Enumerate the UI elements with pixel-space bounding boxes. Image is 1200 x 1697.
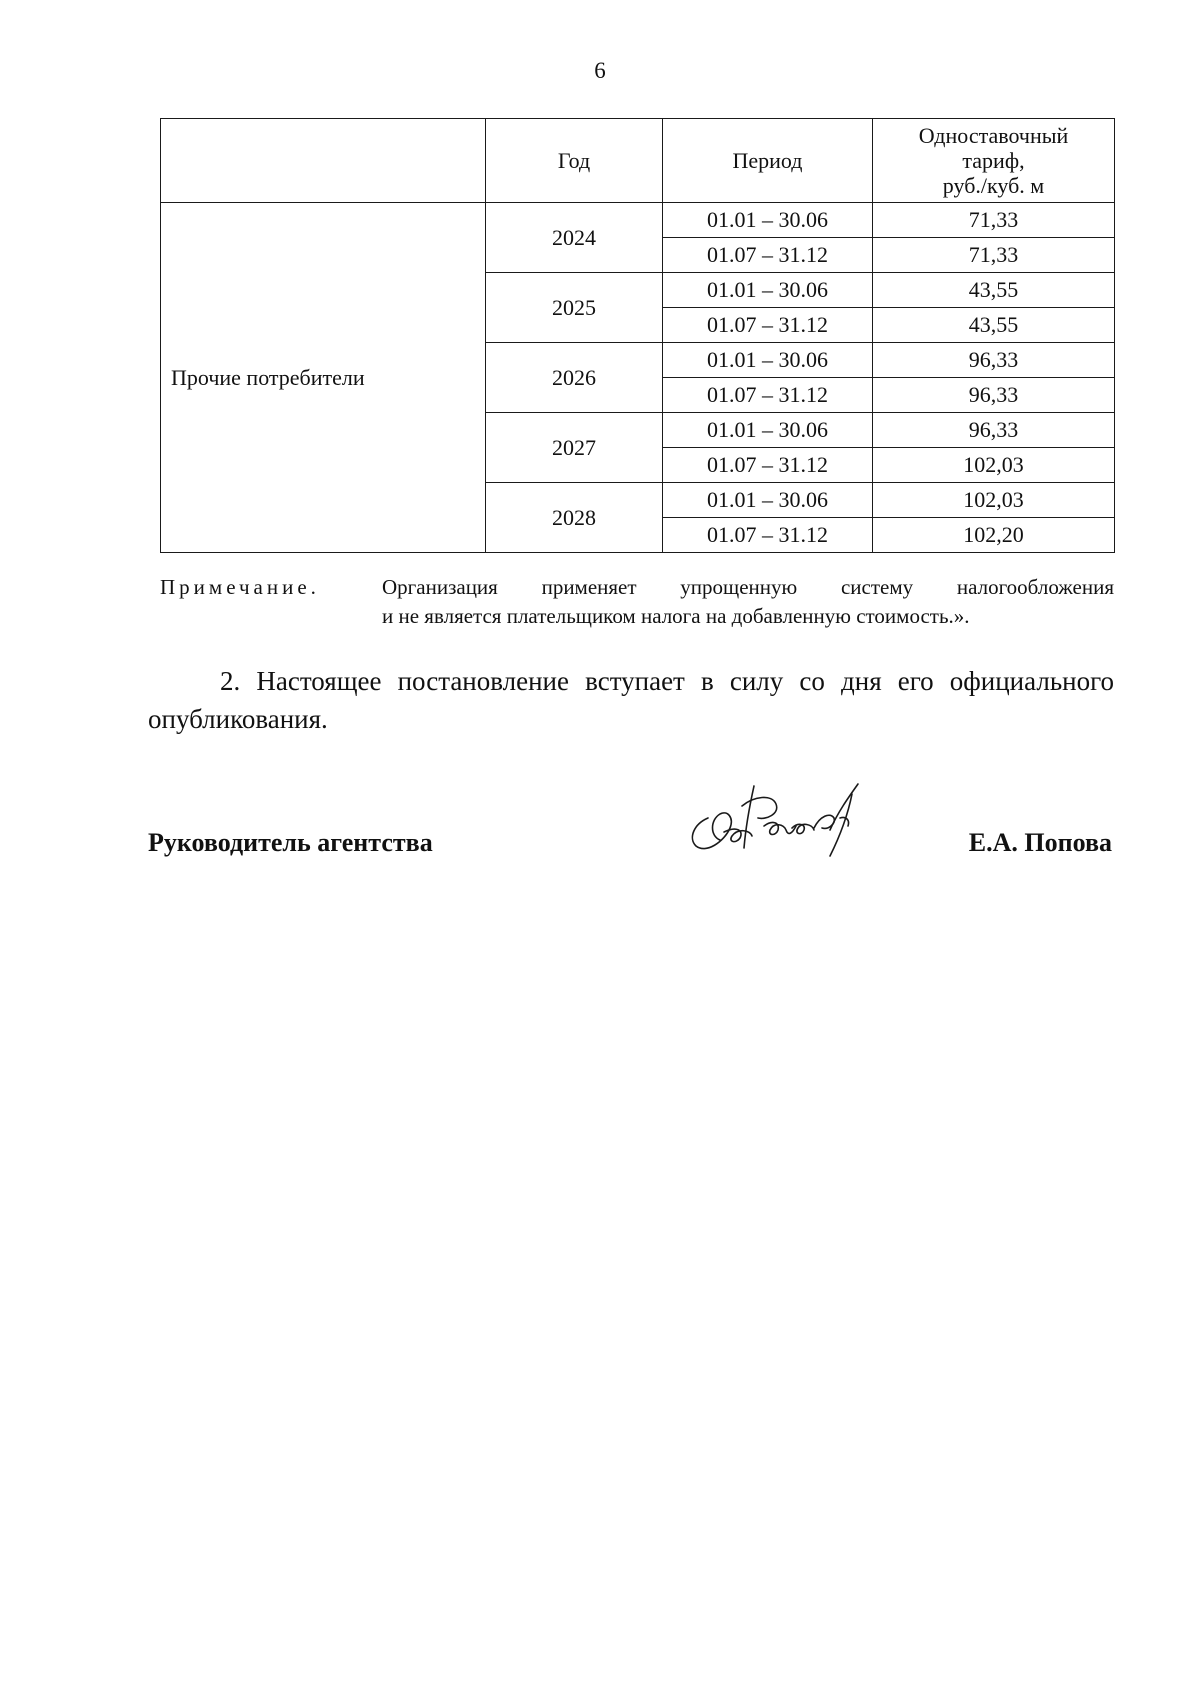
- header-consumer: [161, 119, 486, 203]
- year-cell: 2027: [486, 413, 663, 483]
- header-tariff-line: Одноставочный: [918, 123, 1069, 148]
- note-label: Примечание.: [160, 575, 320, 599]
- year-cell: 2025: [486, 273, 663, 343]
- header-tariff: [873, 119, 1115, 203]
- tariff-cell: 102,20: [873, 518, 1115, 553]
- year-cell: 2026: [486, 343, 663, 413]
- period-cell: 01.01 – 30.06: [663, 483, 873, 518]
- effective-date-paragraph: [148, 662, 1114, 738]
- period-cell: 01.01 – 30.06: [663, 413, 873, 448]
- tariff-cell: 43,55: [873, 308, 1115, 343]
- paragraph-line: опубликования.: [148, 704, 328, 734]
- tariff-cell: 71,33: [873, 238, 1115, 273]
- table-row: [161, 203, 1115, 238]
- handwritten-signature-icon: [680, 770, 895, 865]
- header-period: Период: [663, 119, 873, 203]
- tariff-cell: 102,03: [873, 483, 1115, 518]
- header-year: Год: [486, 119, 663, 203]
- period-cell: 01.07 – 31.12: [663, 448, 873, 483]
- tariff-table: [160, 118, 1115, 553]
- period-cell: 01.01 – 30.06: [663, 273, 873, 308]
- period-cell: 01.07 – 31.12: [663, 308, 873, 343]
- paragraph-line: 2. Настоящее постановление вступает в силу со дня его официального: [220, 666, 1114, 696]
- tariff-cell: 96,33: [873, 413, 1115, 448]
- note-line: Организация применяет упрощенную систему налогообложения: [382, 575, 1114, 599]
- header-tariff-line: тариф,: [962, 148, 1025, 173]
- period-cell: 01.07 – 31.12: [663, 238, 873, 273]
- page-number: 6: [594, 58, 606, 83]
- note-text: [382, 573, 1114, 631]
- period-cell: 01.01 – 30.06: [663, 343, 873, 378]
- year-cell: 2024: [486, 203, 663, 273]
- signatory-name: Е.А. Попова: [968, 828, 1112, 857]
- year-cell: 2028: [486, 483, 663, 553]
- consumer-cell: Прочие потребители: [161, 203, 486, 553]
- table-header-row: [161, 119, 1115, 203]
- period-cell: 01.07 – 31.12: [663, 378, 873, 413]
- tariff-cell: 96,33: [873, 343, 1115, 378]
- note-line: и не является плательщиком налога на добавленную стоимость.».: [382, 604, 970, 628]
- header-tariff-line: руб./куб. м: [942, 173, 1045, 198]
- signatory-title: Руководитель агентства: [148, 828, 433, 857]
- tariff-cell: 43,55: [873, 273, 1115, 308]
- tariff-cell: 71,33: [873, 203, 1115, 238]
- period-cell: 01.07 – 31.12: [663, 518, 873, 553]
- tariff-cell: 102,03: [873, 448, 1115, 483]
- tariff-cell: 96,33: [873, 378, 1115, 413]
- period-cell: 01.01 – 30.06: [663, 203, 873, 238]
